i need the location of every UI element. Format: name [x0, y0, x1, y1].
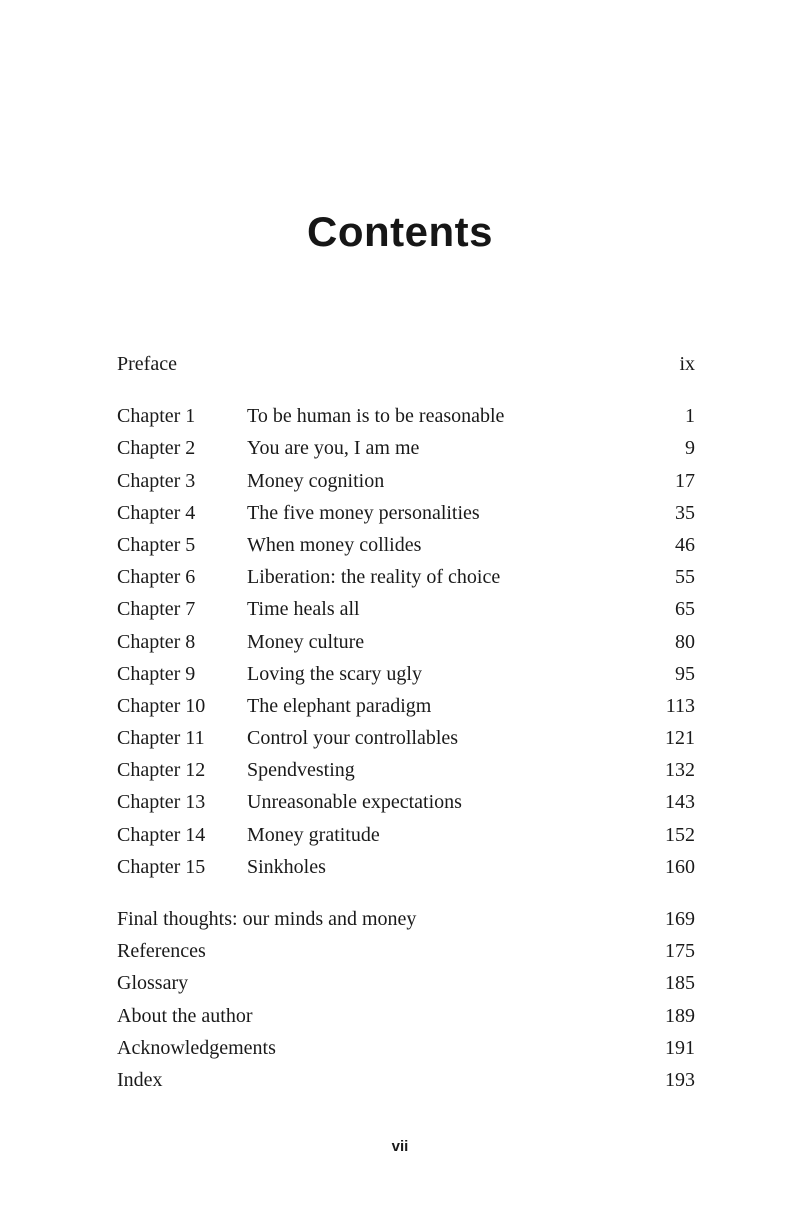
page-number: 132 — [665, 759, 695, 782]
chapter-label: Chapter 5 — [117, 533, 196, 556]
page-number: 113 — [665, 694, 695, 717]
table-of-contents — [117, 348, 695, 1096]
toc-row — [117, 935, 695, 967]
toc-row — [117, 967, 695, 999]
chapter-title: Money cognition — [247, 469, 385, 492]
page-number: 80 — [675, 630, 695, 653]
toc-row — [117, 819, 695, 851]
toc-row — [117, 1000, 695, 1032]
chapter-label: Chapter 3 — [117, 469, 196, 492]
chapter-title: Sinkholes — [247, 855, 326, 878]
chapter-label: Chapter 4 — [117, 501, 196, 524]
chapter-title: You are you, I am me — [247, 437, 420, 460]
chapter-label: Chapter 1 — [117, 405, 196, 428]
chapter-list — [117, 400, 695, 883]
chapter-label: Chapter 6 — [117, 566, 196, 589]
chapter-title: To be human is to be reasonable — [247, 405, 505, 428]
page-number: 55 — [675, 566, 695, 589]
chapter-title: The five money personalities — [247, 501, 480, 524]
page-number: 65 — [675, 598, 695, 621]
page-number: 160 — [665, 855, 695, 878]
chapter-title: Control your controllables — [247, 727, 459, 750]
page-number: 175 — [665, 940, 695, 963]
chapter-title: The elephant paradigm — [247, 694, 432, 717]
toc-row — [117, 529, 695, 561]
toc-row — [117, 561, 695, 593]
chapter-title: Money gratitude — [247, 823, 380, 846]
toc-row — [117, 465, 695, 497]
chapter-title: Unreasonable expectations — [247, 791, 462, 814]
toc-row — [117, 903, 695, 935]
chapter-label: Chapter 7 — [117, 598, 196, 621]
page-number: ix — [679, 353, 695, 375]
folio-page-number: vii — [391, 1138, 409, 1155]
back-matter-title: About the author — [117, 1004, 253, 1027]
toc-row — [117, 497, 695, 529]
chapter-label: Chapter 14 — [117, 823, 206, 846]
chapter-label: Chapter 10 — [117, 694, 206, 717]
page-number: 193 — [665, 1068, 695, 1091]
toc-row — [117, 1064, 695, 1096]
page-number: 9 — [685, 437, 695, 460]
page-number: 95 — [675, 662, 695, 685]
chapter-label: Chapter 9 — [117, 662, 196, 685]
page-number: 169 — [665, 908, 695, 930]
chapter-title: Money culture — [247, 630, 365, 653]
chapter-title: Spendvesting — [247, 759, 355, 782]
page-title: Contents — [307, 208, 493, 255]
page-number: 1 — [685, 405, 695, 428]
preface-label: Preface — [117, 353, 177, 375]
chapter-label: Chapter 12 — [117, 759, 206, 782]
page-number: 191 — [665, 1036, 695, 1059]
back-matter-title: Final thoughts: our minds and money — [117, 908, 417, 930]
toc-row — [117, 786, 695, 818]
chapter-label: Chapter 8 — [117, 630, 196, 653]
toc-row — [117, 593, 695, 625]
toc-row — [117, 754, 695, 786]
toc-row-preface — [117, 348, 695, 380]
toc-row — [117, 400, 695, 432]
page-number: 143 — [665, 791, 695, 814]
chapter-title: When money collides — [247, 533, 422, 556]
chapter-label: Chapter 11 — [117, 727, 205, 750]
page-number: 35 — [675, 501, 695, 524]
toc-row — [117, 658, 695, 690]
back-matter-title: References — [117, 940, 206, 963]
toc-row — [117, 626, 695, 658]
toc-row — [117, 690, 695, 722]
page-number: 121 — [665, 727, 695, 750]
toc-row — [117, 1032, 695, 1064]
back-matter-list — [117, 903, 695, 1096]
page-number: 189 — [665, 1004, 695, 1027]
chapter-title: Liberation: the reality of choice — [247, 566, 501, 589]
chapter-title: Time heals all — [247, 598, 360, 621]
back-matter-title: Acknowledgements — [117, 1036, 276, 1059]
chapter-label: Chapter 13 — [117, 791, 206, 814]
page-number: 152 — [665, 823, 695, 846]
page-number: 185 — [665, 972, 695, 995]
back-matter-title: Glossary — [117, 972, 189, 995]
page-number: 46 — [675, 533, 695, 556]
back-matter-title: Index — [117, 1068, 163, 1091]
toc-row — [117, 432, 695, 464]
toc-row — [117, 851, 695, 883]
chapter-label: Chapter 2 — [117, 437, 196, 460]
chapter-label: Chapter 15 — [117, 855, 206, 878]
page-number: 17 — [675, 469, 695, 492]
toc-row — [117, 722, 695, 754]
chapter-title: Loving the scary ugly — [247, 662, 422, 685]
